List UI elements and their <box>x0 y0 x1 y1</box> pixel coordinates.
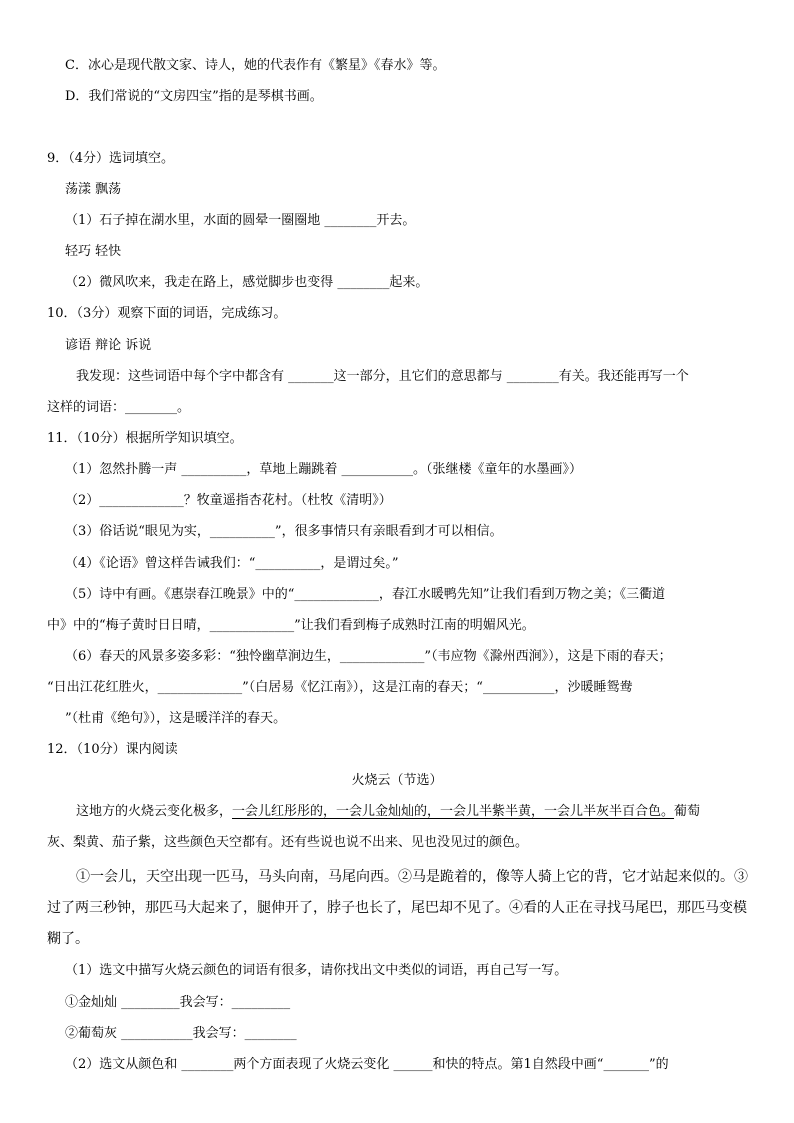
word-list-10: 谚语 辩论 诉说 <box>65 338 152 353</box>
question-12-2: （2）选文从颜色和 ________两个方面表现了火烧云变化 ______和快的特点。第1自然段中画“_______”的 <box>65 1057 669 1072</box>
passage-text: 这地方的火烧云变化极多， <box>76 804 233 819</box>
question-11-heading: 11．（10分）根据所学知识填空。 <box>47 431 243 446</box>
underlined-sentence: 一会儿红彤彤的，一会儿金灿灿的，一会儿半紫半黄，一会儿半灰半百合色。 <box>232 804 675 819</box>
fill-blank-9-1: （1）石子掉在湖水里，水面的圆晕一圈圈地 ________开去。 <box>65 213 416 228</box>
question-12-1: （1）选文中描写火烧云颜色的词语有很多，请你找出文中类似的词语，再自己写一写。 <box>65 963 568 978</box>
passage-paragraph-2-line-2: 过了两三秒钟，那匹马大起来了，腿伸开了，脖子也长了，尾巴却不见了。④看的人正在寻找马尾巴，那匹马变模 <box>47 900 747 916</box>
question-12-1-a: ①金灿灿 _________我会写：_________ <box>65 995 291 1010</box>
question-10-heading: 10．（3分）观察下面的词语，完成练习。 <box>47 306 287 321</box>
word-choice-2: 轻巧 轻快 <box>65 244 122 259</box>
question-11-6-line-1: （6）春天的风景多姿多彩：“独怜幽草涧边生，_____________”（韦应物《滁州西涧》），这是下雨的春天； <box>65 649 672 664</box>
question-9-heading: 9．（4分）选词填空。 <box>47 151 175 166</box>
passage-paragraph-1-line-2: 灰、梨黄、茄子紫，这些颜色天空都有。还有些说也说不出来、见也没见过的颜色。 <box>47 835 529 850</box>
question-11-1: （1）忽然扑腾一声 __________，草地上蹦跳着 ___________。（张继楼《童年的水墨画》） <box>65 462 583 477</box>
question-11-5-line-2: 中》中的“梅子黄时日日晴，_____________”让我们看到梅子成熟时江南的明媚风光。 <box>47 618 535 633</box>
question-11-6-line-3: ”（杜甫《绝句》），这是暖洋洋的春天。 <box>65 711 287 726</box>
passage-paragraph-1-line-1 <box>76 802 700 822</box>
question-12-heading: 12．（10分）课内阅读 <box>47 742 178 757</box>
question-10-body-2: 这样的词语：________。 <box>47 400 191 415</box>
question-11-5-line-1: （5）诗中有画。《惠崇春江晚景》中的“_____________，春江水暖鸭先知”让我们看到万物之美；《三衢道 <box>65 587 666 602</box>
fill-blank-9-2: （2）微风吹来，我走在路上，感觉脚步也变得 ________起来。 <box>65 275 429 290</box>
question-11-2: （2）_____________？牧童遥指杏花村。（杜牧《清明》） <box>65 493 392 508</box>
option-c: C．冰心是现代散文家、诗人，她的代表作有《繁星》《春水》等。 <box>65 58 446 73</box>
passage-paragraph-2-line-1: ①一会儿，天空出现一匹马，马头向南，马尾向西。②马是跪着的，像等人骑上它的背，它才站起来似的。③ <box>76 869 748 885</box>
question-12-1-b: ②葡萄灰 ___________我会写：________ <box>65 1026 297 1041</box>
word-choice-1: 荡漾 飘荡 <box>65 182 122 197</box>
option-d: D．我们常说的“文房四宝”指的是琴棋书画。 <box>65 89 323 104</box>
question-11-3: （3）俗话说“眼见为实，__________”，很多事情只有亲眼看到才可以相信。 <box>65 524 503 539</box>
question-11-4: （4）《论语》曾这样告诫我们：“__________，是谓过矣。” <box>65 556 399 571</box>
passage-title: 火烧云（节选） <box>351 773 443 788</box>
question-10-body-1: 我发现：这些词语中每个字中都含有 _______这一部分，且它们的意思都与 ________有关。我还能再写一个 <box>76 369 689 384</box>
passage-text: 葡萄 <box>674 804 701 819</box>
passage-paragraph-2-line-3: 糊了。 <box>47 931 89 947</box>
question-11-6-line-2: “日出江花红胜火，_____________”（白居易《忆江南》），这是江南的春天；“___________，沙暖睡鸳鸯 <box>47 680 633 695</box>
